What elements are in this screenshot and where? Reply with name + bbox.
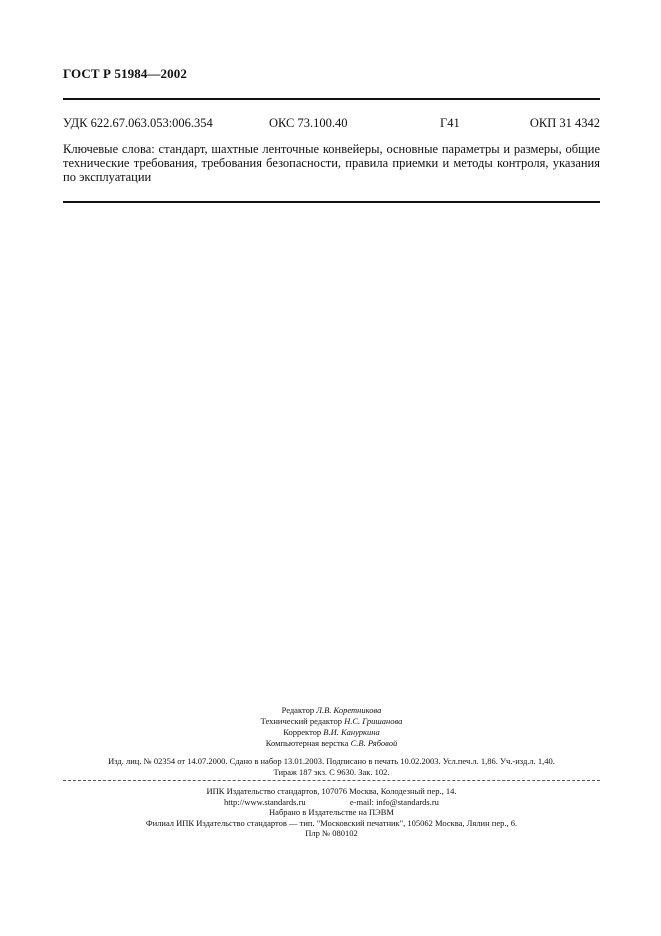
publisher-line-5: Плр № 080102	[305, 828, 358, 838]
credit-corrector-label: Корректор	[283, 727, 322, 737]
credit-editor-name: Л.В. Коретникова	[316, 705, 382, 715]
publisher-block	[63, 786, 600, 839]
imprint-block	[63, 756, 600, 778]
credit-tech-editor-name: Н.С. Гришанова	[344, 716, 403, 726]
document-title: ГОСТ Р 51984—2002	[63, 66, 187, 81]
keywords-paragraph	[63, 142, 600, 184]
credit-corrector	[63, 727, 600, 738]
credit-corrector-name: В.И. Кануркина	[323, 727, 380, 737]
keywords-line-3: по эксплуатации	[63, 170, 152, 184]
imprint-line-1: Изд. лиц. № 02354 от 14.07.2000. Сдано в набор 13.01.2003. Подписано в печать 10.02.2003. Усл.печ.л. 1,86. Уч.-изд.л. 1,40.	[108, 756, 555, 766]
oks-code: ОКС 73.100.40	[269, 116, 348, 130]
credit-tech-editor	[63, 716, 600, 727]
publisher-line-1: ИПК Издательство стандартов, 107076 Москва, Колодезный пер., 14.	[206, 786, 457, 796]
publisher-email: e-mail: info@standards.ru	[349, 796, 439, 807]
credit-editor-label: Редактор	[281, 705, 315, 715]
credits-block	[63, 705, 600, 749]
credit-tech-editor-label: Технический редактор	[260, 716, 342, 726]
udk-code: УДК 622.67.063.053:006.354	[63, 116, 213, 130]
imprint-line-2: Тираж 187 экз. С 9630. Зак. 102.	[273, 767, 390, 777]
keywords-line-2: технические требования, требования безопасности, правила приемки и методы контроля, указания	[63, 156, 600, 170]
credit-layout-name: С.В. Рябовой	[350, 738, 398, 748]
credit-editor	[63, 705, 600, 716]
publisher-contacts	[63, 797, 600, 808]
keywords-line-1: Ключевые слова: стандарт, шахтные ленточные конвейеры, основные параметры и размеры, общие	[63, 142, 600, 156]
publisher-line-3: Набрано в Издательстве на ПЭВМ	[269, 807, 394, 817]
credit-layout-label: Компьютерная верстка	[265, 738, 349, 748]
credit-layout	[63, 738, 600, 749]
group-code: Г41	[440, 116, 460, 130]
publisher-line-4: Филиал ИПК Издательство стандартов — тип. "Московский печатник", 105062 Москва, Лялин пер., 6.	[145, 817, 518, 828]
top-rule	[63, 98, 600, 100]
okp-code: ОКП 31 4342	[529, 116, 600, 130]
dashed-separator	[63, 780, 600, 781]
classification-codes	[63, 116, 600, 132]
publisher-website: http://www.standards.ru	[224, 796, 306, 807]
bottom-rule	[63, 201, 600, 203]
